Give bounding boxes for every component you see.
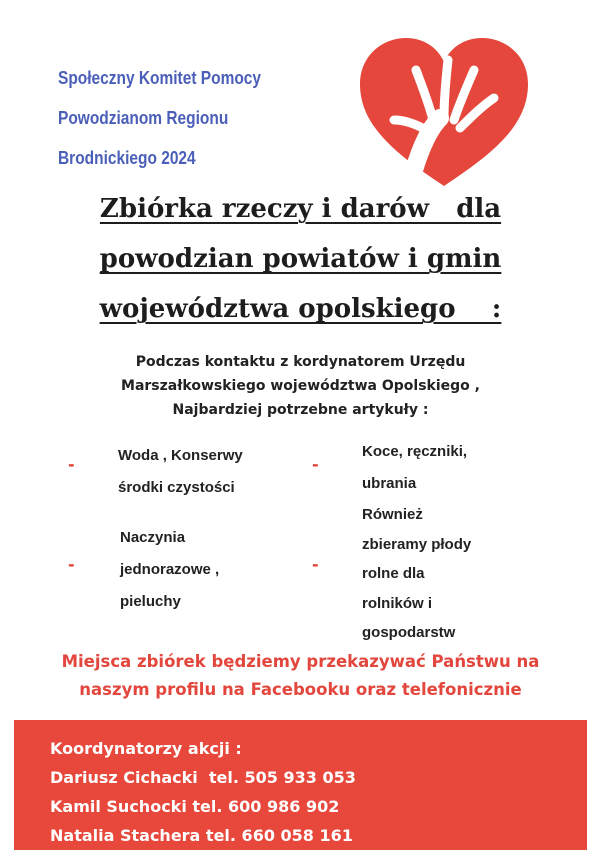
item-water-cleaning bbox=[118, 440, 243, 504]
item-line: jednorazowe , bbox=[120, 561, 220, 578]
organization-line: Powodzianom Regionu bbox=[58, 108, 229, 128]
organization-line: Społeczny Komitet Pomocy bbox=[58, 68, 262, 88]
item-blankets-towels bbox=[362, 436, 467, 500]
item-line: Również bbox=[362, 506, 423, 523]
heart-hand-icon bbox=[356, 36, 532, 188]
item-dishes-diapers bbox=[120, 522, 219, 618]
item-line: zbieramy płody bbox=[362, 535, 472, 553]
item-line: gospodarstw bbox=[362, 624, 456, 641]
organization-line: Brodnickiego 2024 bbox=[58, 148, 196, 168]
item-farm-produce bbox=[362, 500, 471, 648]
item-line: środki czystości bbox=[118, 479, 235, 496]
bullet-dash: - bbox=[68, 555, 75, 574]
coordinators-list bbox=[50, 734, 356, 850]
notice-line: naszym profilu na Facebooku oraz telefonicznie bbox=[79, 680, 522, 699]
intro-line: Podczas kontaktu z kordynatorem Urzędu bbox=[135, 354, 466, 370]
collection-points-notice bbox=[10, 648, 591, 704]
intro-line: Marszałkowskiego województwa Opolskiego , bbox=[121, 378, 480, 394]
item-line: Koce, ręczniki, bbox=[362, 443, 468, 460]
item-line: rolne dla bbox=[362, 565, 425, 582]
item-line: Woda , Konserwy bbox=[118, 447, 243, 464]
coordinator-contact: Kamil Suchocki tel. 600 986 902 bbox=[50, 797, 340, 816]
item-line: rolników i bbox=[362, 594, 433, 612]
notice-line: Miejsca zbiórek będziemy przekazywać Państwu na bbox=[61, 652, 540, 671]
headline bbox=[20, 184, 581, 334]
headline-line: powodzian powiatów i gmin bbox=[99, 244, 502, 274]
headline-line: województwa opolskiego : bbox=[99, 294, 502, 324]
coordinators-heading: Koordynatorzy akcji : bbox=[50, 739, 242, 758]
coordinators-panel bbox=[14, 720, 587, 850]
bullet-dash: - bbox=[312, 555, 319, 574]
bullet-dash: - bbox=[312, 455, 319, 474]
item-line: Naczynia bbox=[120, 529, 186, 546]
item-line: ubrania bbox=[362, 475, 417, 492]
coordinator-contact: Dariusz Cichacki tel. 505 933 053 bbox=[50, 768, 356, 787]
headline-line: Zbiórka rzeczy i darów dla bbox=[99, 194, 502, 224]
coordinator-contact: Natalia Stachera tel. 660 058 161 bbox=[50, 826, 353, 845]
bullet-dash: - bbox=[68, 455, 75, 474]
item-line: pieluchy bbox=[120, 593, 181, 610]
organization-name bbox=[58, 58, 358, 178]
intro-text bbox=[30, 350, 571, 422]
intro-line: Najbardziej potrzebne artykuły : bbox=[172, 402, 429, 418]
